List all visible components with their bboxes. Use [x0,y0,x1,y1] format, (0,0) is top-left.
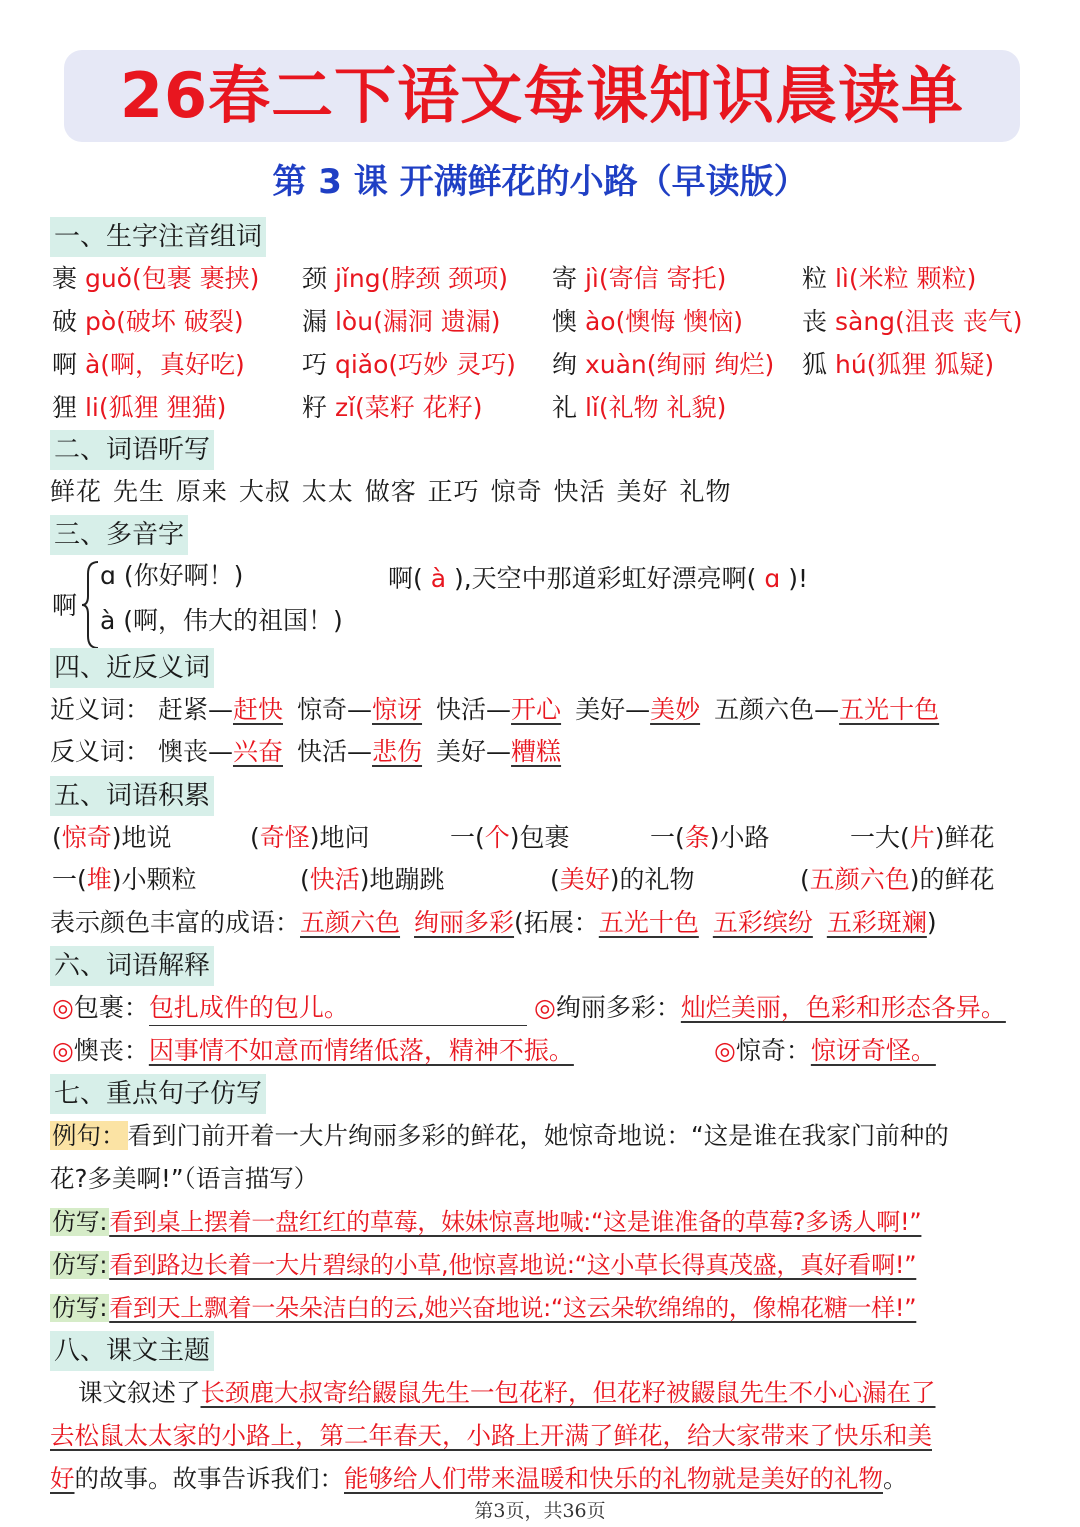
character-entry [302,346,516,384]
explanation-definition: 包扎成件的包儿。 [149,991,527,1026]
pinyin: jì [584,264,599,293]
character-words: (沮丧 丧气) [895,307,1023,336]
accumulation-item [450,819,570,857]
polyphone-example-pre: 啊( [388,564,431,593]
character-words: (巧妙 灵巧) [388,350,516,379]
imitation-text: 看到路边长着一大片碧绿的小草,他惊喜地说:“这小草长得真茂盛，真好看啊!” [109,1251,917,1279]
accumulation-item [650,819,770,857]
character-entry [52,303,244,341]
character: 粒 [802,264,828,293]
pair-word: 快活— [297,737,373,766]
example-line-2: 花?多美啊!”（语言描写） [50,1164,319,1193]
pair-answer: 五光十色 [839,695,940,724]
pair-word: 美好— [575,695,651,724]
bullet-icon: ◎ [534,993,556,1022]
character-words: (啊，真好吃) [100,350,245,379]
pinyin: jǐng [334,264,381,293]
imitation-text: 看到天上飘着一朵朵洁白的云,她兴奋地说:“这云朵软绵绵的，像棉花糖一样!” [109,1294,917,1322]
page-title: 26春二下语文每课知识晨读单 [119,59,965,132]
pinyin: pò [84,307,117,336]
synonym-pair [575,695,700,724]
character: 裹 [52,264,78,293]
extension-label: (拓展： [514,908,599,937]
idiom-label: 表示颜色丰富的成语： [50,908,301,937]
pair-answer: 惊讶 [372,695,423,724]
synonym-pair [714,695,939,724]
character-words: (狐狸 狸猫) [98,393,227,422]
character-entry [52,389,226,427]
theme-end: 。 [883,1464,908,1493]
imitation-label: 仿写: [52,1294,108,1322]
theme-moral: 能够给人们带来温暖和快乐的礼物就是美好的礼物 [344,1464,883,1493]
theme-line-3 [50,1460,908,1498]
accum-answer: 片 [909,823,935,852]
bullet-icon: ◎ [714,1036,736,1065]
pinyin: lòu [334,307,374,336]
explanation-definition: 灿烂美丽，色彩和形态各异。 [680,993,1006,1022]
accum-answer: 惊奇 [61,823,112,852]
explanation-item [52,989,527,1027]
explanation-item [534,989,1006,1027]
character: 狸 [52,393,78,422]
accum-pre: 一( [52,865,87,894]
theme-line-1 [78,1374,936,1412]
accum-post: )地说 [111,823,172,852]
pinyin: lǐ [584,393,599,422]
example-text-1: 看到门前开着一大片绚丽多彩的鲜花，她惊奇地说：“这是谁在我家门前种的 [127,1121,949,1150]
accumulation-item [800,861,995,899]
antonym-pair [297,737,422,766]
pair-word: 美好— [436,737,512,766]
accum-answer: 条 [684,823,710,852]
accum-pre: 一( [650,823,685,852]
explanation-word: 懊丧： [73,1036,149,1065]
page-number: 第3页，共36页 [474,1500,606,1522]
pair-answer: 开心 [511,695,562,724]
pinyin: sàng [834,307,896,336]
accum-pre: 一大( [850,823,910,852]
antonym-label: 反义词： [50,737,151,766]
theme-intro: 课文叙述了 [78,1378,201,1407]
character-words: (漏洞 遗漏) [373,307,501,336]
imitation-3 [50,1289,916,1327]
pair-answer: 悲伤 [372,737,423,766]
section-heading-theme: 八、课文主题 [50,1331,214,1371]
accumulation-item [250,819,370,857]
character-entry [552,303,743,341]
accum-pre: ( [52,823,62,852]
character-words: (菜籽 花籽) [355,393,483,422]
pair-answer: 糟糕 [511,737,562,766]
character-entry [302,303,501,341]
character-entry [52,260,259,298]
lesson-subtitle: 第 3 课 开满鲜花的小路（早读版） [272,162,808,202]
character: 巧 [302,350,328,379]
antonym-row [50,733,575,771]
section-heading-synonyms: 四、近反义词 [50,648,214,688]
section-heading-characters: 一、生字注音组词 [50,217,266,257]
explanation-definition: 因事情不如意而情绪低落，精神不振。 [148,1036,574,1065]
character-entry [52,346,245,384]
idiom-row [50,904,937,942]
character-words: (米粒 颗粒) [848,264,977,293]
accum-answer: 美好 [559,865,610,894]
idiom-2: 绚丽多彩 [414,908,515,937]
character-entry [802,346,994,384]
character-words: (懊悔 懊恼) [615,307,744,336]
accum-post: )地蹦跳 [359,865,445,894]
explanation-definition: 惊讶奇怪。 [810,1036,936,1065]
accum-pre: ( [250,823,260,852]
section-heading-imitation: 七、重点句子仿写 [50,1074,266,1114]
character-entry [802,260,976,298]
character-words: (礼物 礼貌) [598,393,727,422]
polyphone-example [388,560,808,598]
section-heading-explanation: 六、词语解释 [50,946,214,986]
character-entry [552,346,774,384]
extension-end: ) [926,908,937,937]
pinyin: zǐ [334,393,356,422]
extension-idiom-3: 五彩斑斓 [826,908,927,937]
accum-answer: 堆 [86,865,112,894]
idiom-1: 五颜六色 [300,908,401,937]
accum-post: )的礼物 [609,865,695,894]
character: 礼 [552,393,578,422]
character: 懊 [552,307,578,336]
synonym-label: 近义词： [50,695,151,724]
character-words: (脖颈 颈项) [380,264,509,293]
synonym-pair [158,695,283,724]
character-entry [302,389,483,427]
explanation-item [714,1032,936,1070]
antonym-pair [436,737,561,766]
explanation-item [52,1032,574,1070]
theme-line-2 [50,1417,932,1455]
pinyin: hú [834,350,867,379]
synonym-pair [436,695,561,724]
brace-icon [80,560,100,650]
accum-pre: ( [800,865,810,894]
accum-pre: 一( [450,823,485,852]
polyphone-reading-1: ɑ (你好啊！) [100,561,244,590]
character-entry [552,260,726,298]
accum-post: )鲜花 [934,823,995,852]
pair-word: 赶紧— [157,695,233,724]
pair-answer: 美妙 [650,695,701,724]
accum-post: )地问 [309,823,370,852]
accum-pre: ( [550,865,560,894]
pinyin: à [84,350,101,379]
accum-answer: 快活 [309,865,360,894]
character-words: (包裹 裹挟) [131,264,260,293]
synonym-pair [297,695,422,724]
example-label: 例句： [52,1121,126,1150]
example-line-1 [50,1117,949,1155]
theme-story-3: 好 [50,1464,75,1493]
pair-word: 五颜六色— [714,695,840,724]
bullet-icon: ◎ [52,993,74,1022]
character: 狐 [802,350,828,379]
extension-idiom-2: 五彩缤纷 [712,908,813,937]
dictation-words: 鲜花 先生 原来 大叔 太太 做客 正巧 惊奇 快活 美好 礼物 [50,477,732,506]
character-words: (狐狸 狐疑) [866,350,995,379]
section-heading-accumulation: 五、词语积累 [50,776,214,816]
pinyin: li [84,393,99,422]
accum-post: )的鲜花 [909,865,995,894]
explanation-word: 绚丽多彩： [555,993,681,1022]
character-words: (绚丽 绚烂) [646,350,775,379]
antonym-pair [158,737,283,766]
character: 颈 [302,264,328,293]
explanation-word: 惊奇： [735,1036,811,1065]
accum-post: )小颗粒 [111,865,197,894]
accumulation-item [550,861,695,899]
accum-post: )包裹 [509,823,570,852]
imitation-text: 看到桌上摆着一盘红红的草莓，妹妹惊喜地喊:“这是谁准备的草莓?多诱人啊!” [109,1208,922,1236]
theme-middle: 的故事。故事告诉我们： [74,1464,344,1493]
character-words: (寄信 寄托) [598,264,727,293]
explanation-word: 包裹： [73,993,149,1022]
pair-word: 懊丧— [157,737,233,766]
synonym-row [50,691,953,729]
pinyin: qiǎo [334,350,389,379]
accumulation-item [300,861,445,899]
pair-answer: 赶快 [232,695,283,724]
extension-idiom-1: 五光十色 [598,908,699,937]
polyphone-example-post: )! [780,564,808,593]
character-entry [302,260,508,298]
accum-pre: ( [300,865,310,894]
imitation-label: 仿写: [52,1208,108,1236]
accum-answer: 奇怪 [259,823,310,852]
accum-answer: 五颜六色 [809,865,910,894]
character-words: (破坏 破裂) [116,307,244,336]
accumulation-item [850,819,995,857]
accum-answer: 个 [484,823,510,852]
pinyin: guǒ [84,264,132,293]
bullet-icon: ◎ [52,1036,74,1065]
theme-story-1: 长颈鹿大叔寄给鼹鼠先生一包花籽，但花籽被鼹鼠先生不小心漏在了 [200,1378,936,1407]
pair-word: 惊奇— [297,695,373,724]
character: 啊 [52,350,78,379]
character: 绚 [552,350,578,379]
imitation-label: 仿写: [52,1251,108,1279]
polyphone-char: 啊 [52,591,78,620]
character: 寄 [552,264,578,293]
pinyin: lì [834,264,849,293]
pinyin: ào [584,307,616,336]
imitation-1 [50,1203,921,1241]
accum-post: )小路 [709,823,770,852]
pair-word: 快活— [436,695,512,724]
polyphone-answer-1: à [430,564,447,593]
character: 漏 [302,307,328,336]
character-entry [802,303,1023,341]
theme-story-2: 去松鼠太太家的小路上，第二年春天，小路上开满了鲜花，给大家带来了快乐和美 [50,1421,932,1450]
polyphone-example-mid: ),天空中那道彩虹好漂亮啊( [446,564,765,593]
section-heading-polyphone: 三、多音字 [50,515,188,555]
character: 破 [52,307,78,336]
accumulation-item [52,861,197,899]
polyphone-reading-2: à (啊，伟大的祖国！) [100,606,343,635]
character: 丧 [802,307,828,336]
pair-answer: 兴奋 [232,737,283,766]
section-heading-dictation: 二、词语听写 [50,430,214,470]
accumulation-item [52,819,172,857]
character-entry [552,389,726,427]
pinyin: xuàn [584,350,647,379]
imitation-2 [50,1246,916,1284]
polyphone-answer-2: ɑ [764,564,781,593]
character: 籽 [302,393,328,422]
